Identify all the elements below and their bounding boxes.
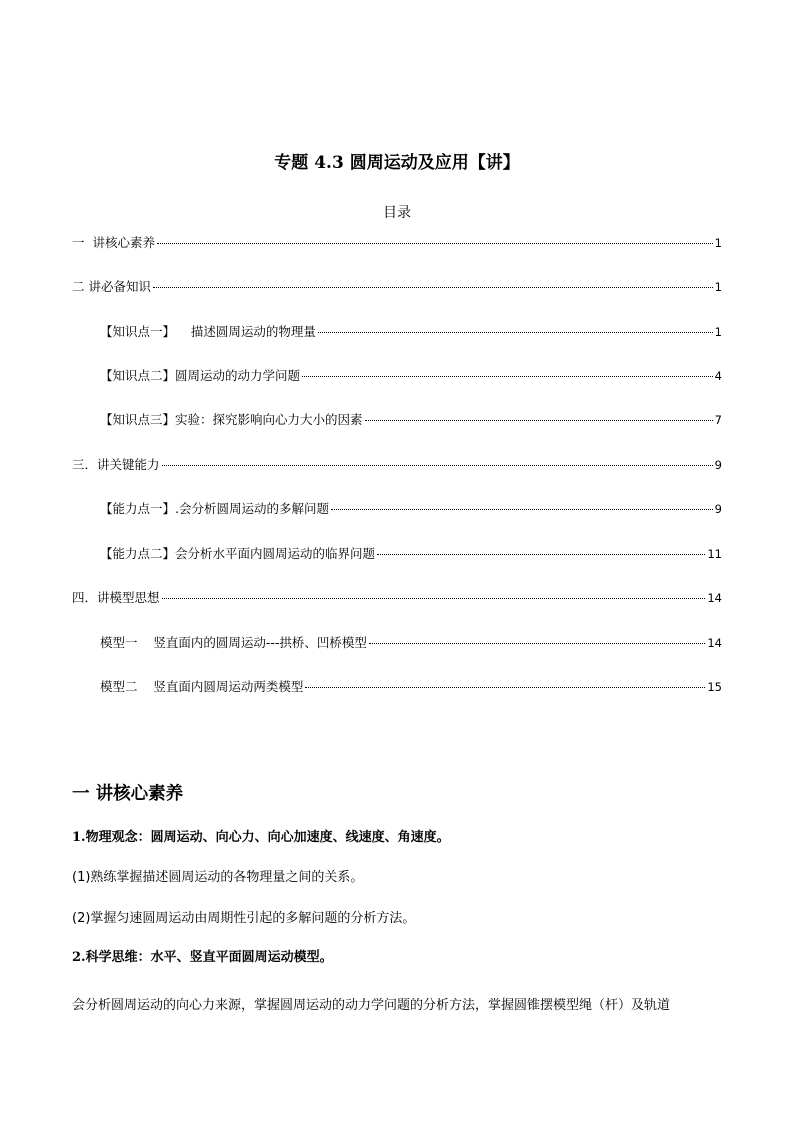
toc-entry-label: 【知识点一】 描述圆周运动的物理量 xyxy=(100,324,316,339)
toc-entry-model-thinking[interactable] xyxy=(72,588,722,606)
toc-page-number: 9 xyxy=(714,458,722,472)
toc-heading: 目录 xyxy=(383,205,411,221)
paragraph-item-2: (2)掌握匀速圆周运动由周期性引起的多解问题的分析方法。 xyxy=(72,911,416,926)
toc-leader xyxy=(377,554,705,555)
toc-page-number: 11 xyxy=(707,547,722,561)
toc-page-number: 9 xyxy=(714,502,722,516)
toc-entry-knowledge-3[interactable] xyxy=(100,410,722,428)
toc-entry-label: 三．讲关键能力 xyxy=(72,457,160,472)
toc-leader xyxy=(157,243,713,244)
toc-entry-label: 模型一 竖直面内的圆周运动---拱桥、凹桥模型 xyxy=(100,635,367,650)
paragraph-scientific-thinking: 2.科学思维：水平、竖直平面圆周运动模型。 xyxy=(72,950,333,965)
toc-leader xyxy=(153,287,713,288)
toc-page-number: 7 xyxy=(714,413,722,427)
toc-page-number: 1 xyxy=(714,236,722,250)
toc-entry-ability-2[interactable] xyxy=(100,544,722,562)
toc-page-number: 14 xyxy=(707,636,722,650)
toc-entry-knowledge-2[interactable] xyxy=(100,366,722,384)
toc-leader xyxy=(162,465,713,466)
toc-page-number: 14 xyxy=(707,591,722,605)
toc-entry-label: 【能力点二】会分析水平面内圆周运动的临界问题 xyxy=(100,546,376,561)
toc-entry-label: 【能力点一】.会分析圆周运动的多解问题 xyxy=(100,501,329,516)
section-heading: 一 讲核心素养 xyxy=(72,784,184,804)
toc-page-number: 1 xyxy=(714,325,722,339)
toc-entry-knowledge-1[interactable] xyxy=(100,322,722,340)
toc-entry-label: 模型二 竖直面内圆周运动两类模型 xyxy=(100,679,304,694)
toc-entry-core-literacy[interactable] xyxy=(72,233,722,251)
toc-leader xyxy=(331,509,713,510)
toc-entry-essential-knowledge[interactable] xyxy=(72,277,722,295)
toc-entry-label: 【知识点二】圆周运动的动力学问题 xyxy=(100,368,301,383)
toc-entry-ability-1[interactable] xyxy=(100,499,722,517)
toc-page-number: 1 xyxy=(714,280,722,294)
toc-entry-label: 【知识点三】实验：探究影响向心力大小的因素 xyxy=(100,412,363,427)
toc-leader xyxy=(369,643,705,644)
paragraph-item-1: (1)熟练掌握描述圆周运动的各物理量之间的关系。 xyxy=(72,870,364,885)
toc-page-number: 15 xyxy=(707,680,722,694)
document-title: 专题 4.3 圆周运动及应用【讲】 xyxy=(274,153,520,173)
toc-entry-label: 四．讲模型思想 xyxy=(72,590,160,605)
toc-entry-model-1[interactable] xyxy=(100,633,722,651)
toc-leader xyxy=(318,332,713,333)
paragraph-physics-concept: 1.物理观念：圆周运动、向心力、向心加速度、线速度、角速度。 xyxy=(72,830,450,845)
paragraph-body: 会分析圆周运动的向心力来源，掌握圆周运动的动力学问题的分析方法，掌握圆锥摆模型绳（杆）及轨道 xyxy=(72,998,671,1013)
toc-entry-key-abilities[interactable] xyxy=(72,455,722,473)
toc-leader xyxy=(365,420,713,421)
toc-entry-model-2[interactable] xyxy=(100,677,722,695)
toc-entry-label: 一 讲核心素养 xyxy=(72,235,155,250)
toc-leader xyxy=(162,598,706,599)
toc-entry-label: 二 讲必备知识 xyxy=(72,279,151,294)
toc-leader xyxy=(305,687,705,688)
toc-leader xyxy=(302,376,713,377)
toc-page-number: 4 xyxy=(714,369,722,383)
